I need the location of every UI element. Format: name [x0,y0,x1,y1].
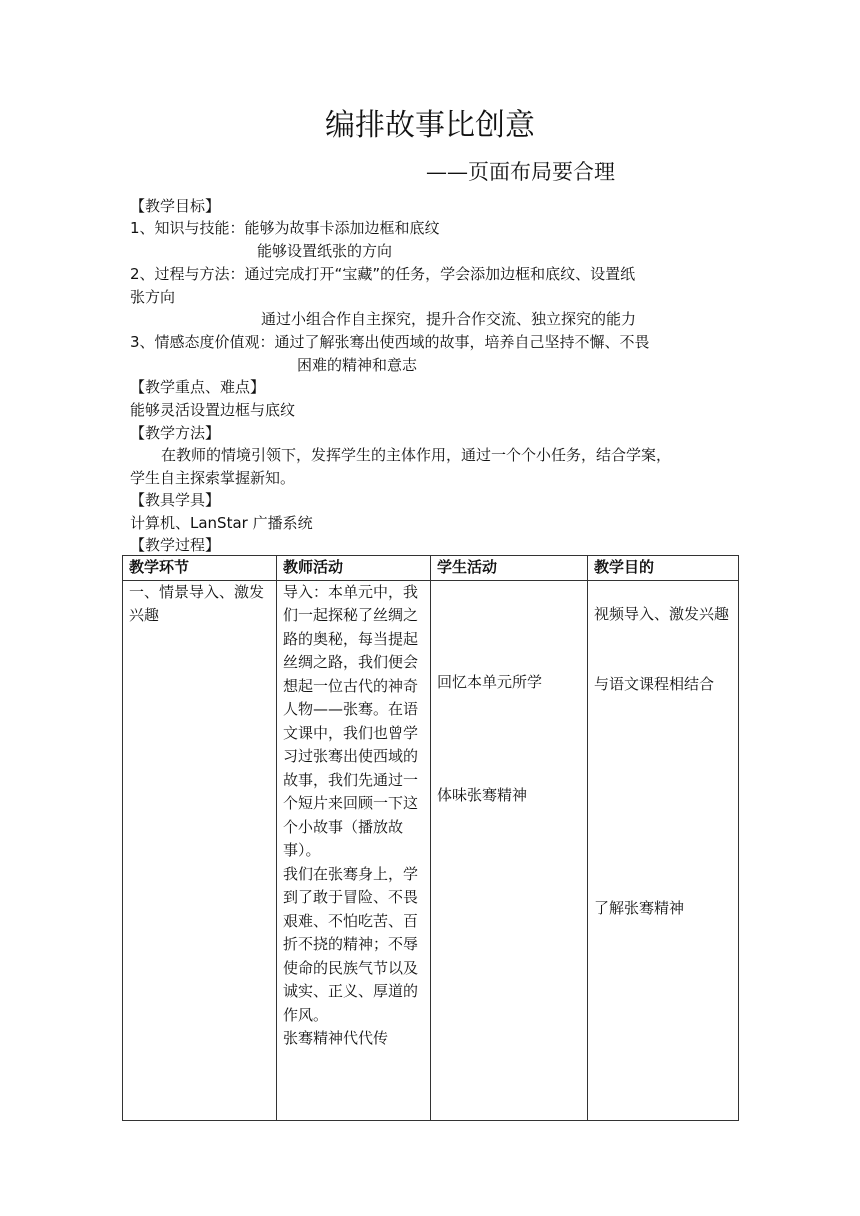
method-text-1: 在教师的情境引领下，发挥学生的主体作用，通过一个个小任务，结合学案， [161,446,672,464]
goal-emotion-1: 3、情感态度价值观：通过了解张骞出使西域的故事，培养自己坚持不懈、不畏 [130,333,650,351]
purpose-2: 与语文课程相结合 [594,674,715,693]
table-header-row [123,556,739,581]
process-heading: 【教学过程】 [130,536,221,554]
student-activity-2: 体味张骞精神 [437,785,528,804]
tools-text: 计算机、LanStar 广播系统 [130,514,313,532]
tools-heading: 【教具学具】 [130,491,221,509]
goal-process-2: 通过小组合作自主探究，提升合作交流、独立探究的能力 [261,310,637,328]
purpose-1: 视频导入、激发兴趣 [594,604,730,623]
method-heading: 【教学方法】 [130,424,221,442]
key-points-text: 能够灵活设置边框与底纹 [130,401,296,419]
header-stage: 教学环节 [123,556,277,581]
purpose-3: 了解张骞精神 [594,898,685,917]
teacher-activity-2: 我们在张骞身上，学到了敢于冒险、不畏艰难、不怕吃苦、百折不挠的精神；不辱使命的民族气节以及诚实、正义、厚道的作风。 [283,864,419,1024]
goal-knowledge-2: 能够设置纸张的方向 [257,242,393,260]
goal-process-1: 2、过程与方法：通过完成打开“宝藏”的任务，学会添加边框和底纹、设置纸 [130,265,636,283]
stage-cell: 一、情景导入、激发兴趣 [123,580,277,1120]
document-title: 编排故事比创意 [325,108,535,143]
header-student: 学生活动 [431,556,588,581]
lesson-table [122,555,739,1121]
goal-emotion-2: 困难的精神和意志 [297,356,418,374]
header-teacher: 教师活动 [277,556,431,581]
goal-process-1-cont: 张方向 [130,288,176,306]
student-activity-1: 回忆本单元所学 [437,672,543,691]
method-text-2: 学生自主探索掌握新知。 [130,469,296,487]
table-row [123,580,739,1120]
header-purpose: 教学目的 [588,556,739,581]
document-subtitle: ——页面布局要合理 [426,160,615,184]
teacher-activity-3: 张骞精神代代传 [283,1029,389,1047]
purpose-cell [588,580,739,1120]
key-points-heading: 【教学重点、难点】 [130,378,266,396]
teacher-activity-1: 导入：本单元中，我们一起探秘了丝绸之路的奥秘，每当提起丝绸之路，我们便会想起一位古代的神奇人物——张骞。在语文课中，我们也曾学习过张骞出使西域的故事，我们先通过一个短片来回顾一下这个小故事（播放故事）。 [283,582,419,859]
goals-heading: 【教学目标】 [130,197,221,215]
student-activity-cell [431,580,588,1120]
goal-knowledge-1: 1、知识与技能：能够为故事卡添加边框和底纹 [130,219,440,237]
teacher-activity-cell [277,580,431,1120]
